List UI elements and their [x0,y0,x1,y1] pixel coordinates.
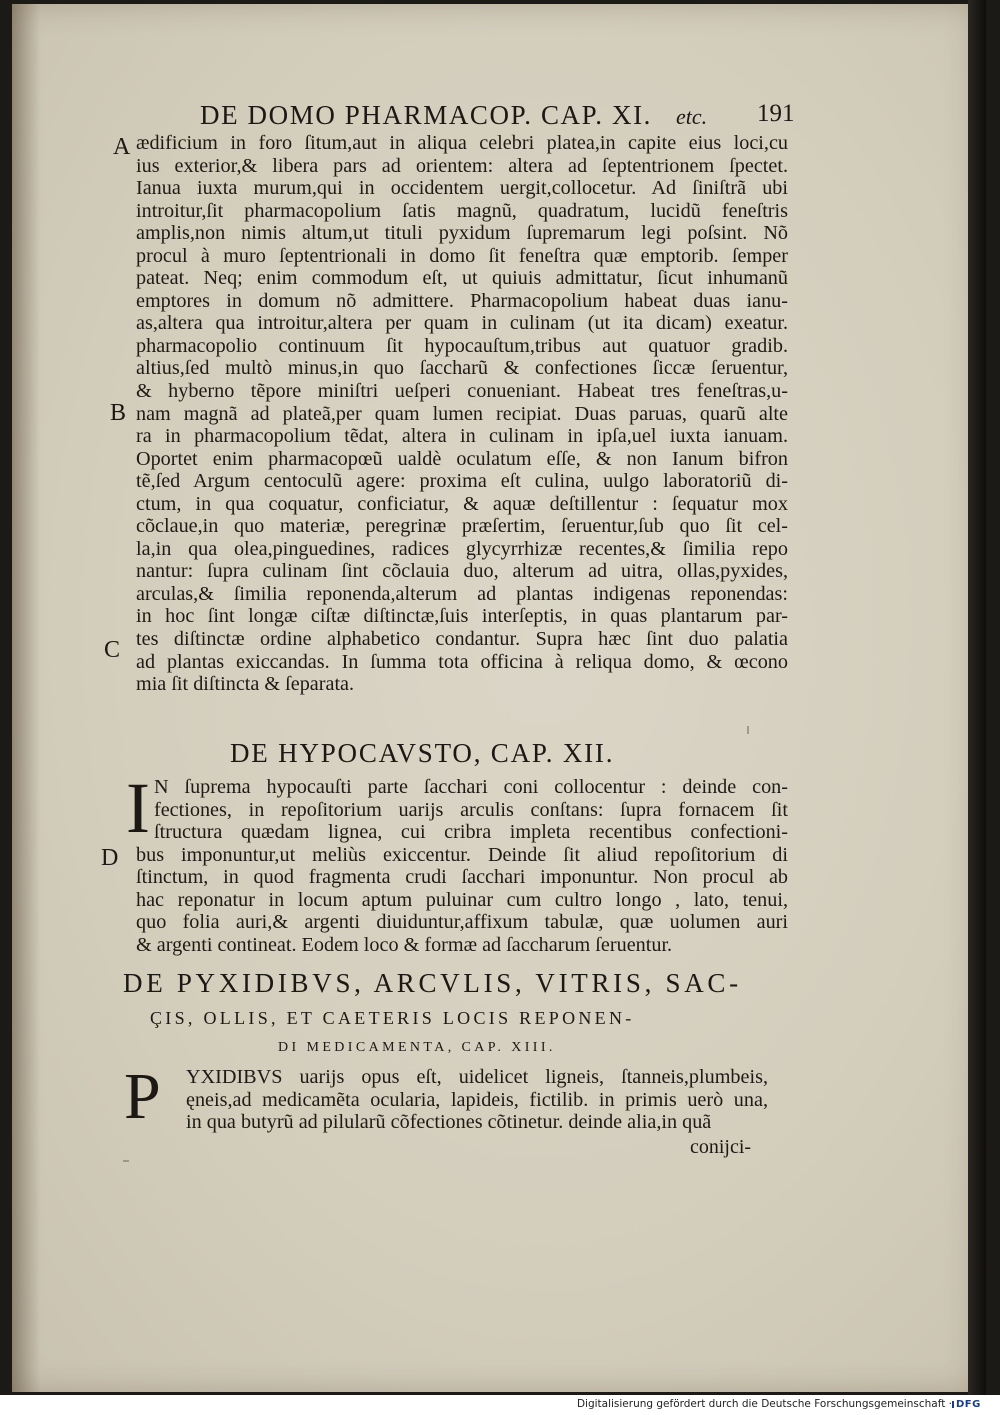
running-head [200,100,795,134]
margin-letter-c: C [104,637,121,663]
chapter-xi-text [136,132,788,696]
text-line: ædificium in foro ſitum,aut in aliqua celebri platea,in capite eius loci,cu [136,132,788,154]
text-line: ſtructura quædam lignea, cui cribra impleta recentibus confectioni- [154,821,788,844]
text-line: procul à muro ſeptentrionali in domo ſit feneſtra quæ emptorib. ſemper [136,244,788,267]
text-line: N ſuprema hypocauſti parte ſacchari coni collocentur : deinde con- [154,776,788,798]
chapter-xii-drop-cap: I [126,768,150,848]
text-line: introitur,ſit pharmacopolium ſatis magnũ, quadratum, lucidũ feneſtris [136,199,788,222]
text-line: ad plantas exiccandas. In ſumma tota officina à reliqua domo, & œcono [136,650,788,673]
digitization-footer [0,1395,1000,1415]
text-line: fectiones, in repoſitorium uarijs arculis conſtans: ſupra fornacem ſit [154,798,788,821]
text-line: quo folia auri,& argenti diuiduntur,affixum tabulæ, quæ uolumen auri [136,911,788,934]
text-line: YXIDIBVS uarijs opus eſt, uidelicet ligneis, ſtanneis,plumbeis, [186,1066,768,1088]
text-line: altius,ſed multò minus,in quo ſaccharũ & confectiones ſiccæ ſeruentur, [136,357,788,380]
text-line: & hyberno tẽpore miniſtri ueſperi conueniant. Habeat tres feneſtras,u- [136,380,788,403]
text-line: ius exterior,& libera pars ad orientem: altera ad ſeptentrionem ſpectet. [136,154,788,177]
text-line: nam magnã ad plateã,per quam lumen recipiat. Duas paruas, quarũ alte [136,402,788,425]
ink-speck [747,726,749,734]
text-line: arculas,& ſimilia reponenda,alterum ad plantas indigenas reponendas: [136,582,788,605]
text-line: tẽ,ſed Argum centoculũ agere: proxima eſt culina, uulgo laboratoriũ di- [136,470,788,493]
text-line: pateat. Neq; enim commodum eſt, ut quiuis admittatur, ſicut inhumanũ [136,267,788,290]
chapter-xiii-heading-line-1: DE PYXIDIBVS, ARCVLIS, VITRIS, SAC- [123,968,742,998]
text-line: nantur: ſupra culinam ſint cõclauia duo, alterum ad uitra, ollas,pyxides, [136,560,788,583]
chapter-xiii-drop-cap: P [124,1060,161,1133]
text-line: bus imponuntur,ut meliùs exiccentur. Deinde ſit aliud repoſitorium di [136,843,788,866]
running-head-title: DE DOMO PHARMACOP. CAP. XI. [200,100,653,130]
catchword: conijci- [690,1136,752,1158]
running-head-etc: etc. [676,104,708,129]
text-line: ra in pharmacopolium tẽdat, altera in culinam in ipſa,uel iuxta ianuam. [136,425,788,448]
page-number: 191 [757,100,795,127]
footer-credit: Digitalisierung gefördert durch die Deutsche Forschungsgemeinschaft · [576,1398,952,1410]
text-line: la,in qua olea,pinguedines, radices glycyrrhizæ recentes,& ſimilia repo [136,537,788,560]
ink-speck [123,1160,129,1162]
text-line: amplis,non nimis altum,ut tituli pyxidum ſupremarum legi poſsint. Nõ [136,222,788,245]
margin-letter-d: D [101,845,119,871]
chapter-xiii-text [186,1066,768,1134]
text-line: ęneis,ad medicamẽta ocularia, lapideis, fictilib. in primis uerò una, [186,1088,768,1111]
text-line: hac reponatur in locum aptum puluinar cum cultro longo , lato, tenui, [136,888,788,911]
text-line: emptores in domum nõ admittere. Pharmacopolium habeat duas ianu- [136,289,788,312]
chapter-xiii-heading-line-3: DI MEDICAMENTA, CAP. XIII. [278,1040,556,1055]
text-line: Ianua iuxta murum,qui in occidentem uergit,collocetur. Ad ſiniſtrã ubi [136,177,788,200]
page-edge-shadow [968,0,986,1395]
margin-letter-b: B [110,400,127,426]
text-line: mia ſit diſtincta & ſeparata. [136,673,355,696]
text-line: ſtinctum, in quod fragmenta crudi ſacchari imponuntur. Non procul ab [136,866,788,889]
text-line: & argenti contineat. Eodem loco & formæ ad ſaccharum ſeruentur. [136,933,673,956]
text-line: pharmacopolio continuum ſit hypocauſtum,tribus aut quatuor gradib. [136,334,788,357]
chapter-xiii-heading-line-2: ÇIS, OLLIS, ET CAETERIS LOCIS REPONEN- [150,1008,635,1028]
text-line: in hoc ſint longæ ciſtæ diſtinctæ,ſuis interſeptis, in quas plantarum par- [136,605,788,628]
chapter-xii-text [136,776,788,956]
text-line: as,altera qua introitur,altera per quam in culinam (ut ita dicam) exeatur. [136,312,788,335]
text-line: tes diſtinctæ ordine alphabetico condantur. Supra hæc ſint duo palatia [136,628,788,651]
text-line: cõclaue,in quo materiæ, peregrinæ præſertim, ſeruentur,ſub quo ſit cel- [136,515,788,538]
chapter-xii-heading: DE HYPOCAVSTO, CAP. XII. [230,738,615,768]
dfg-logo: DFG [956,1398,992,1411]
text-line: Oportet enim pharmacopœũ ualdè oculatum eſſe, & non Ianum bifron [136,447,788,470]
text-line: ctum, in qua coquatur, conficiatur, & aquæ deſtillentur : ſequatur mox [136,492,788,515]
margin-letter-a: A [113,134,131,160]
text-line: in qua butyrũ ad pilularũ cõfectiones cõtinetur. deinde alia,in quã [186,1111,712,1134]
